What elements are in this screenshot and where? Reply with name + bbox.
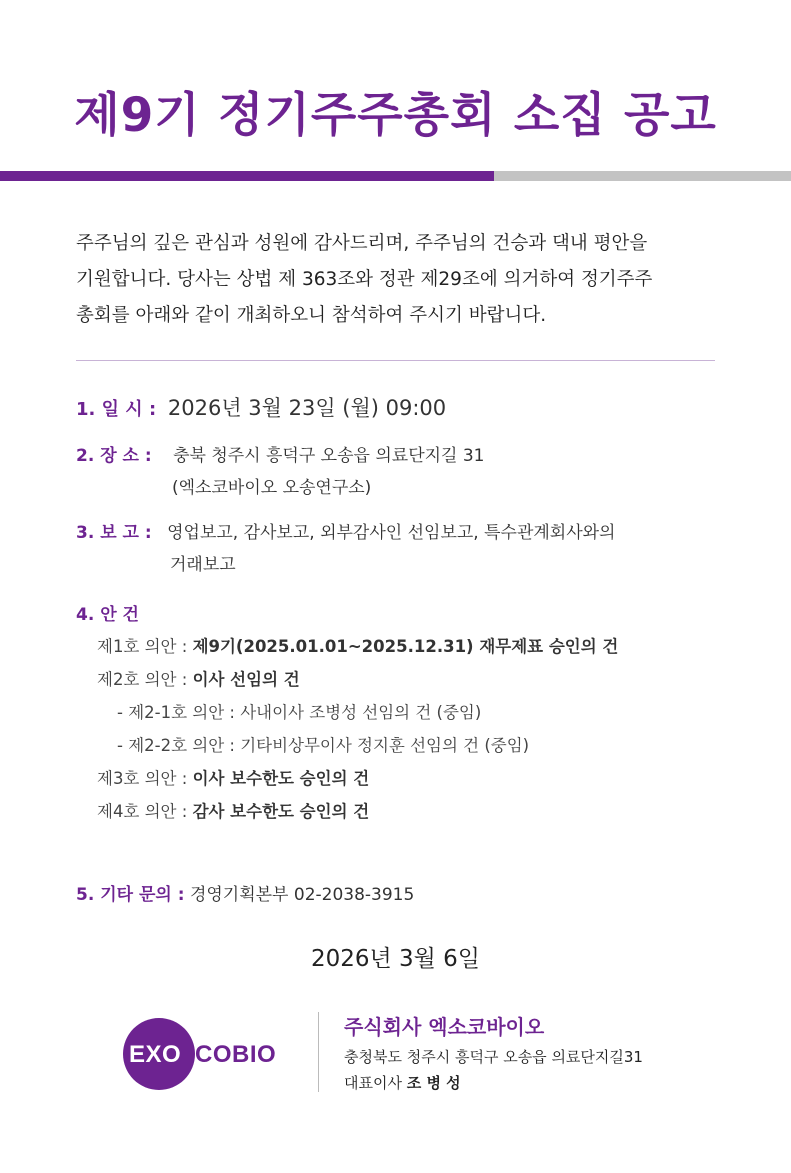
date-label: 1. 일 시 : [76, 399, 157, 420]
agenda-item-prefix: 제3호 의안 : [97, 769, 193, 788]
agenda-item-text: 감사 보수한도 승인의 건 [192, 802, 370, 821]
agenda-item-text: 이사 보수한도 승인의 건 [192, 769, 370, 788]
company-name: 주식회사 엑소코바이오 [344, 1015, 545, 1039]
agenda-item [97, 663, 618, 696]
company-address: 충청북도 청주시 흥덕구 오송읍 의료단지길31 [344, 1048, 643, 1066]
date-value: 2026년 3월 23일 (월) 09:00 [167, 396, 447, 420]
intro-line: 기원합니다. 당사는 상법 제 363조와 정관 제29조에 의거하여 정기주주 [76, 269, 653, 290]
divider [76, 360, 715, 361]
logo-text-exo: EXO [129, 1041, 182, 1068]
report-label: 3. 보 고 : [76, 523, 152, 543]
title-underline-gray [494, 171, 791, 181]
logo-text-cobio: COBIO [195, 1041, 277, 1068]
agenda-subitem: - 제2-1호 의안 : 사내이사 조병성 선임의 건 (중임) [117, 703, 482, 722]
place-label: 2. 장 소 : [76, 446, 152, 466]
notice-title: 제9기 정기주주총회 소집 공고 [74, 88, 717, 143]
intro-paragraph [76, 226, 736, 334]
report-line2: 거래보고 [170, 555, 236, 575]
section-contact [76, 880, 414, 905]
place-line2: (엑소코바이오 오송연구소) [172, 478, 372, 498]
ceo-name: 조 병 성 [406, 1074, 461, 1092]
company-ceo [344, 1071, 643, 1095]
section-place [76, 440, 485, 504]
agenda-item [97, 630, 618, 663]
agenda-item-prefix: 제2호 의안 : [97, 670, 193, 689]
section-date [76, 392, 446, 422]
contact-value: 경영기획본부 02-2038-3915 [189, 885, 415, 905]
section-agenda-heading [76, 600, 139, 625]
agenda-item-prefix: 제1호 의안 : [97, 637, 193, 656]
agenda-list [97, 630, 618, 828]
intro-line: 총회를 아래와 같이 개최하오니 참석하여 주시기 바랍니다. [76, 305, 547, 326]
agenda-item-text: 이사 선임의 건 [192, 670, 300, 689]
agenda-item-text: 제9기(2025.01.01~2025.12.31) 재무제표 승인의 건 [192, 637, 619, 656]
ceo-title: 대표이사 [344, 1074, 402, 1092]
agenda-item [97, 795, 618, 828]
report-line1: 영업보고, 감사보고, 외부감사인 선임보고, 특수관계회사와의 [167, 523, 616, 543]
place-line1: 충북 청주시 흥덕구 오송읍 의료단지길 31 [173, 446, 485, 466]
intro-line: 주주님의 깊은 관심과 성원에 감사드리며, 주주님의 건승과 댁내 평안을 [76, 233, 648, 254]
company-info [344, 1013, 643, 1095]
agenda-item [97, 762, 618, 795]
agenda-label: 4. 안 건 [76, 605, 139, 625]
title-underline-accent [0, 171, 494, 181]
section-report [76, 517, 615, 581]
agenda-item-prefix: 제4호 의안 : [97, 802, 193, 821]
notice-date: 2026년 3월 6일 [310, 946, 481, 972]
logo-divider [318, 1012, 319, 1092]
agenda-subitem: - 제2-2호 의안 : 기타비상무이사 정지훈 선임의 건 (중임) [117, 736, 530, 755]
contact-label: 5. 기타 문의 : [76, 885, 185, 905]
exocobio-logo [123, 1018, 313, 1090]
